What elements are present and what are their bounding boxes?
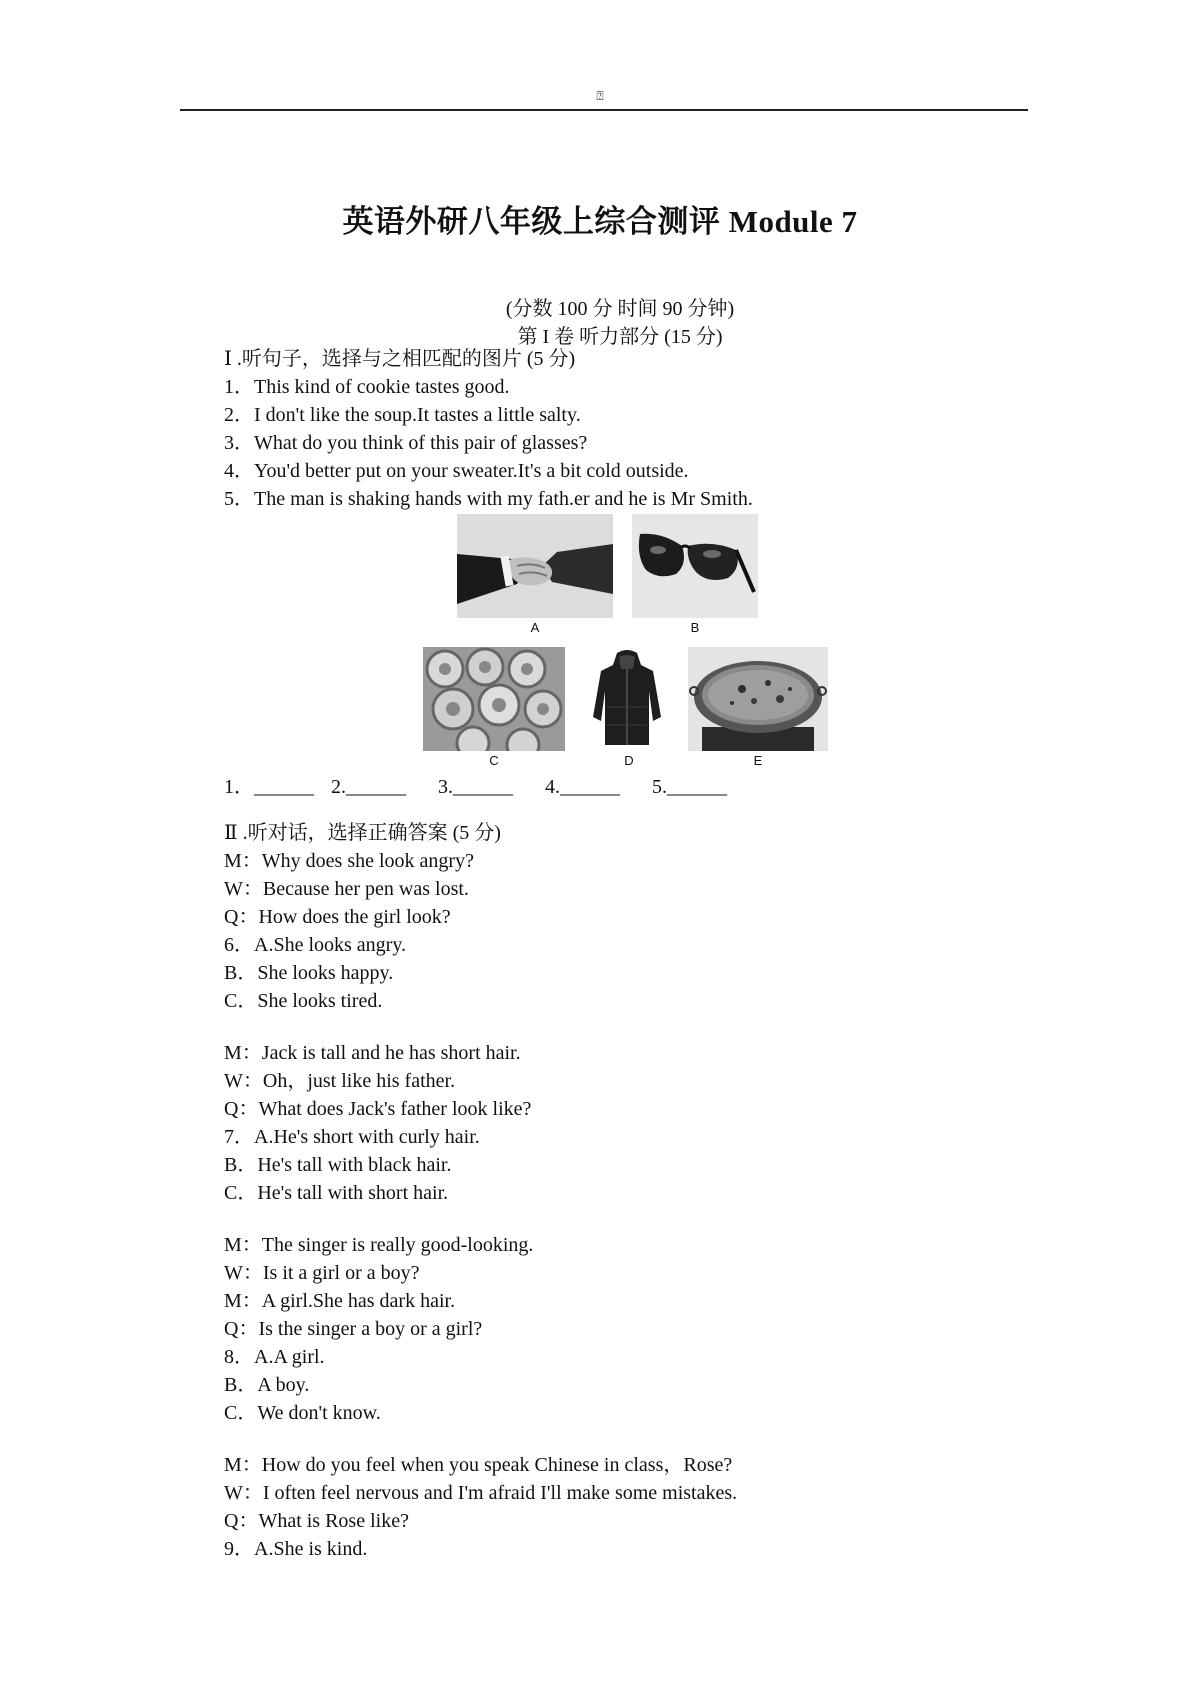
option-line: B．He's tall with black hair.: [224, 1154, 452, 1176]
coat-image: [583, 647, 671, 751]
answer-row: [224, 770, 727, 799]
question-item: 2．I don't like the soup.It tastes a little salty.: [224, 404, 581, 426]
header-rule: [180, 109, 1028, 111]
score-time: (分数 100 分 时间 90 分钟): [505, 298, 735, 320]
option-line: 6．A.She looks angry.: [224, 934, 407, 956]
answer-blank[interactable]: 2.______: [331, 776, 406, 798]
question-line: Q：Is the singer a boy or a girl?: [224, 1318, 483, 1340]
option-line: 9．A.She is kind.: [224, 1538, 368, 1560]
question-item: 1．This kind of cookie tastes good.: [224, 376, 510, 398]
option-line: B．She looks happy.: [224, 962, 394, 984]
section2-heading: Ⅱ .听对话，选择正确答案 (5 分): [224, 822, 501, 844]
option-line: B．A boy.: [224, 1374, 310, 1396]
sunglasses-image: [632, 514, 758, 618]
soup-image: [688, 647, 828, 751]
handshake-image: [457, 514, 613, 618]
cookies-image: [423, 647, 565, 751]
picture-label-e: E: [753, 753, 763, 768]
question-line: Q：What is Rose like?: [224, 1510, 409, 1532]
question-item: 4．You'd better put on your sweater.It's a bit cold outside.: [224, 460, 689, 482]
dialogue-line: M：Jack is tall and he has short hair.: [224, 1042, 521, 1064]
dialogue-line: W：Is it a girl or a boy?: [224, 1262, 420, 1284]
option-line: 8．A.A girl.: [224, 1346, 325, 1368]
option-line: 7．A.He's short with curly hair.: [224, 1126, 480, 1148]
dialogue-line: W：Oh，just like his father.: [224, 1070, 456, 1092]
answer-blank[interactable]: 4.______: [545, 776, 620, 798]
option-line: C．We don't know.: [224, 1402, 381, 1424]
part-heading: 第 I 卷 听力部分 (15 分): [517, 326, 723, 348]
answer-blank[interactable]: 3.______: [438, 776, 513, 798]
option-line: C．He's tall with short hair.: [224, 1182, 449, 1204]
question-item: 5．The man is shaking hands with my fath.er and he is Mr Smith.: [224, 488, 753, 510]
header-mark: ⍰: [596, 89, 604, 103]
picture-label-b: B: [690, 620, 700, 635]
dialogue-line: M：Why does she look angry?: [224, 850, 474, 872]
picture-label-a: A: [530, 620, 540, 635]
picture-label-d: D: [624, 753, 634, 768]
question-line: Q：What does Jack's father look like?: [224, 1098, 532, 1120]
dialogue-line: W：I often feel nervous and I'm afraid I'll make some mistakes.: [224, 1482, 738, 1504]
section1-heading: Ⅰ .听句子，选择与之相匹配的图片 (5 分): [224, 348, 576, 370]
question-line: Q：How does the girl look?: [224, 906, 451, 928]
answer-blank[interactable]: 1．______: [224, 776, 314, 798]
answer-blank[interactable]: 5.______: [652, 776, 727, 798]
question-item: 3．What do you think of this pair of glasses?: [224, 432, 588, 454]
dialogue-line: M：A girl.She has dark hair.: [224, 1290, 456, 1312]
picture-label-c: C: [489, 753, 499, 768]
dialogue-line: M：The singer is really good-looking.: [224, 1234, 534, 1256]
page-title: 英语外研八年级上综合测评 Module 7: [342, 204, 858, 239]
dialogue-line: W：Because her pen was lost.: [224, 878, 469, 900]
dialogue-line: M：How do you feel when you speak Chinese in class，Rose?: [224, 1454, 733, 1476]
option-line: C．She looks tired.: [224, 990, 383, 1012]
